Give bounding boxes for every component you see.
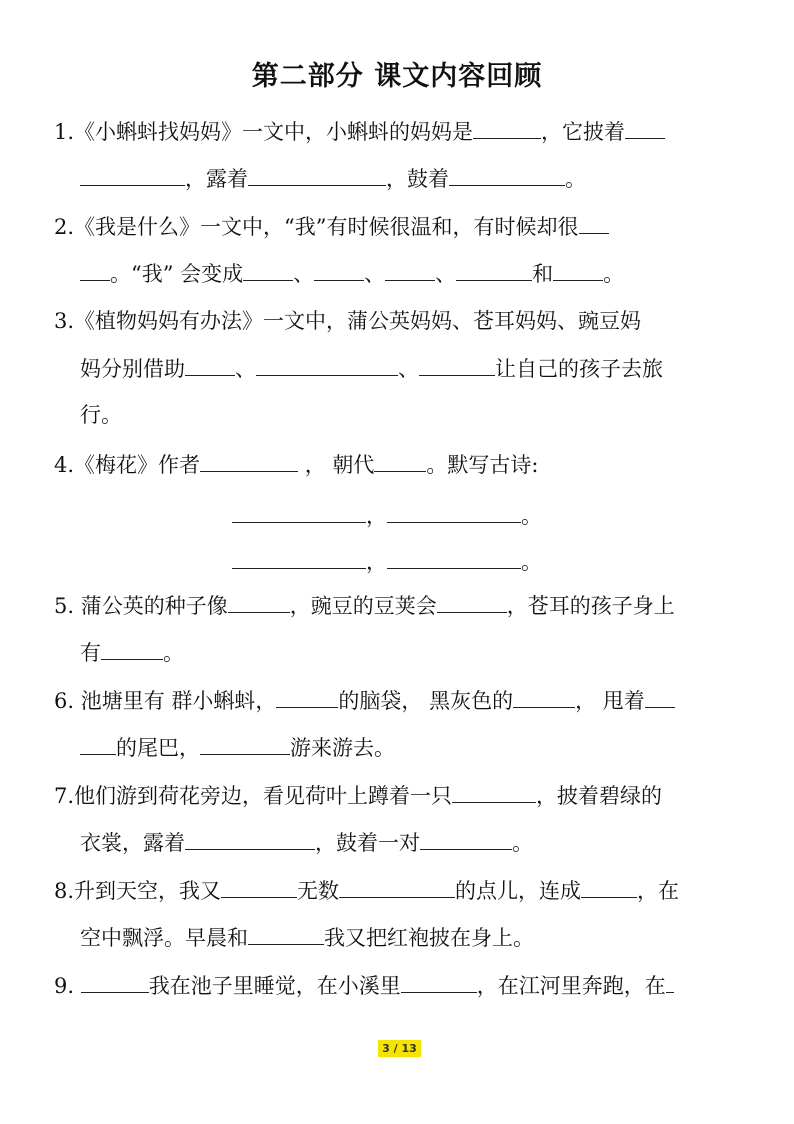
q3-text-2: 妈分别借助 <box>80 357 185 381</box>
q1-blank-3[interactable] <box>248 163 386 186</box>
q1-blank-2b[interactable] <box>80 163 185 186</box>
q4-comma-1: ， <box>366 504 387 528</box>
q6-blank-1[interactable] <box>276 685 338 708</box>
q4-poem-blank-1[interactable] <box>232 500 366 523</box>
q2-blank-1a[interactable] <box>579 211 609 234</box>
q8-blank-3[interactable] <box>581 875 637 898</box>
q2-blank-4[interactable] <box>385 258 435 281</box>
question-6-line-1 <box>54 685 675 716</box>
q2-sep-3: 、 <box>435 262 457 286</box>
question-2-line-1 <box>54 211 609 242</box>
q7-text-5: 。 <box>512 831 533 855</box>
q3-blank-3[interactable] <box>419 353 495 376</box>
q6-blank-3a[interactable] <box>645 685 675 708</box>
question-3-line-3 <box>80 400 122 430</box>
question-1-line-1 <box>54 116 665 147</box>
question-7-line-1 <box>54 780 662 811</box>
question-5-line-1 <box>54 590 675 621</box>
question-6-line-2 <box>80 732 395 763</box>
q1-text-4: ，鼓着 <box>386 167 449 191</box>
q1-text-1: 1.《小蝌蚪找妈妈》一文中，小蝌蚪的妈妈是 <box>54 120 474 144</box>
q7-blank-3[interactable] <box>420 827 512 850</box>
question-5-line-2 <box>80 637 184 668</box>
q4-period-2: 。 <box>521 550 542 574</box>
q6-blank-3b[interactable] <box>80 732 116 755</box>
q4-poem-blank-3[interactable] <box>232 546 366 569</box>
question-4-line-1 <box>54 449 538 480</box>
question-4-poem-line-1 <box>232 500 542 531</box>
q3-text-3: 让自己的孩子去旅 <box>495 357 663 381</box>
q8-blank-4[interactable] <box>248 922 324 945</box>
question-2-line-2 <box>80 258 624 289</box>
q3-sep-1: 、 <box>235 357 256 381</box>
q8-text-2: 无数 <box>297 879 340 903</box>
q7-blank-2[interactable] <box>185 827 315 850</box>
q2-text-4: 。 <box>603 262 625 286</box>
q1-text-2: ，它披着 <box>541 120 626 144</box>
q9-text-1: 9. <box>54 974 81 998</box>
q6-text-2: 的脑袋， 黑灰色的 <box>338 689 514 713</box>
q5-text-1: 5. 蒲公英的种子像 <box>54 594 228 618</box>
question-7-line-2 <box>80 827 533 858</box>
q2-blank-6[interactable] <box>553 258 603 281</box>
q7-text-2: ，披着碧绿的 <box>536 784 663 808</box>
q5-text-2: ，豌豆的豆荚会 <box>289 594 437 618</box>
q4-poem-blank-4[interactable] <box>387 546 521 569</box>
q1-blank-4[interactable] <box>449 163 565 186</box>
q6-text-1: 6. 池塘里有 群小蝌蚪， <box>54 689 277 713</box>
q3-text-1: 3.《植物妈妈有办法》一文中，蒲公英妈妈、苍耳妈妈、豌豆妈 <box>54 309 642 333</box>
q8-blank-1[interactable] <box>221 875 297 898</box>
q3-blank-1[interactable] <box>185 353 235 376</box>
q6-blank-4[interactable] <box>200 732 290 755</box>
q8-text-3: 的点儿，连成 <box>455 879 582 903</box>
q7-text-3: 衣裳，露着 <box>80 831 185 855</box>
q5-blank-3[interactable] <box>101 637 163 660</box>
q8-text-4: ，在 <box>637 879 680 903</box>
q2-sep-2: 、 <box>364 262 386 286</box>
page-title: 第二部分 课文内容回顾 <box>251 61 543 92</box>
q2-text-2: 。“我” 会变成 <box>110 262 244 286</box>
q1-blank-2a[interactable] <box>625 116 665 139</box>
q4-blank-author[interactable] <box>200 449 298 472</box>
q5-text-3: ，苍耳的孩子身上 <box>506 594 675 618</box>
q4-period-1: 。 <box>521 504 542 528</box>
q7-blank-1[interactable] <box>452 780 536 803</box>
q4-comma-2: ， <box>366 550 387 574</box>
q8-text-1: 8.升到天空，我又 <box>54 879 222 903</box>
q3-text-4: 行。 <box>80 403 122 427</box>
q9-blank-1[interactable] <box>81 970 149 993</box>
q8-text-5: 空中飘浮。早晨和 <box>80 926 248 950</box>
q4-text-1: 4.《梅花》作者 <box>54 453 201 477</box>
q2-text-1: 2.《我是什么》一文中，“我”有时候很温和，有时候却很 <box>54 215 579 239</box>
q4-text-2: ， 朝代 <box>298 453 375 477</box>
q5-blank-2[interactable] <box>437 590 507 613</box>
question-1-line-2 <box>80 163 586 194</box>
question-8-line-2 <box>80 922 534 953</box>
q2-blank-3[interactable] <box>314 258 364 281</box>
q7-text-1: 7.他们游到荷花旁边，看见荷叶上蹲着一只 <box>54 784 453 808</box>
q9-blank-3[interactable] <box>666 970 674 993</box>
q4-blank-dynasty[interactable] <box>374 449 426 472</box>
q2-blank-1b[interactable] <box>80 258 110 281</box>
q5-blank-1[interactable] <box>228 590 290 613</box>
q9-text-2: 我在池子里睡觉，在小溪里 <box>148 974 401 998</box>
question-9-line-1 <box>54 970 674 1001</box>
q1-text-5: 。 <box>565 167 586 191</box>
q9-blank-2[interactable] <box>401 970 477 993</box>
q5-text-5: 。 <box>163 641 184 665</box>
question-8-line-1 <box>54 875 679 906</box>
q3-sep-2: 、 <box>398 357 419 381</box>
q2-text-3: 和 <box>532 262 554 286</box>
q4-text-3: 。默写古诗: <box>426 453 539 477</box>
q9-text-3: ，在江河里奔跑，在 <box>476 974 666 998</box>
page-indicator: 3 / 13 <box>378 1040 421 1057</box>
q6-text-5: 游来游去。 <box>290 736 395 760</box>
q1-blank-1[interactable] <box>473 116 541 139</box>
question-4-poem-line-2 <box>232 546 542 577</box>
q6-text-3: ， 甩着 <box>575 689 645 713</box>
q5-text-4: 有 <box>80 641 101 665</box>
q2-blank-2[interactable] <box>243 258 293 281</box>
q6-blank-2[interactable] <box>513 685 575 708</box>
q2-sep-1: 、 <box>293 262 315 286</box>
question-3-line-1 <box>54 306 641 336</box>
question-3-line-2 <box>80 353 663 384</box>
q1-text-3: ，露着 <box>185 167 248 191</box>
q2-blank-5[interactable] <box>456 258 532 281</box>
q7-text-4: ，鼓着一对 <box>315 831 420 855</box>
q4-poem-blank-2[interactable] <box>387 500 521 523</box>
q8-blank-2[interactable] <box>339 875 455 898</box>
q3-blank-2[interactable] <box>256 353 398 376</box>
q8-text-6: 我又把红袍披在身上。 <box>324 926 534 950</box>
q6-text-4: 的尾巴， <box>116 736 200 760</box>
